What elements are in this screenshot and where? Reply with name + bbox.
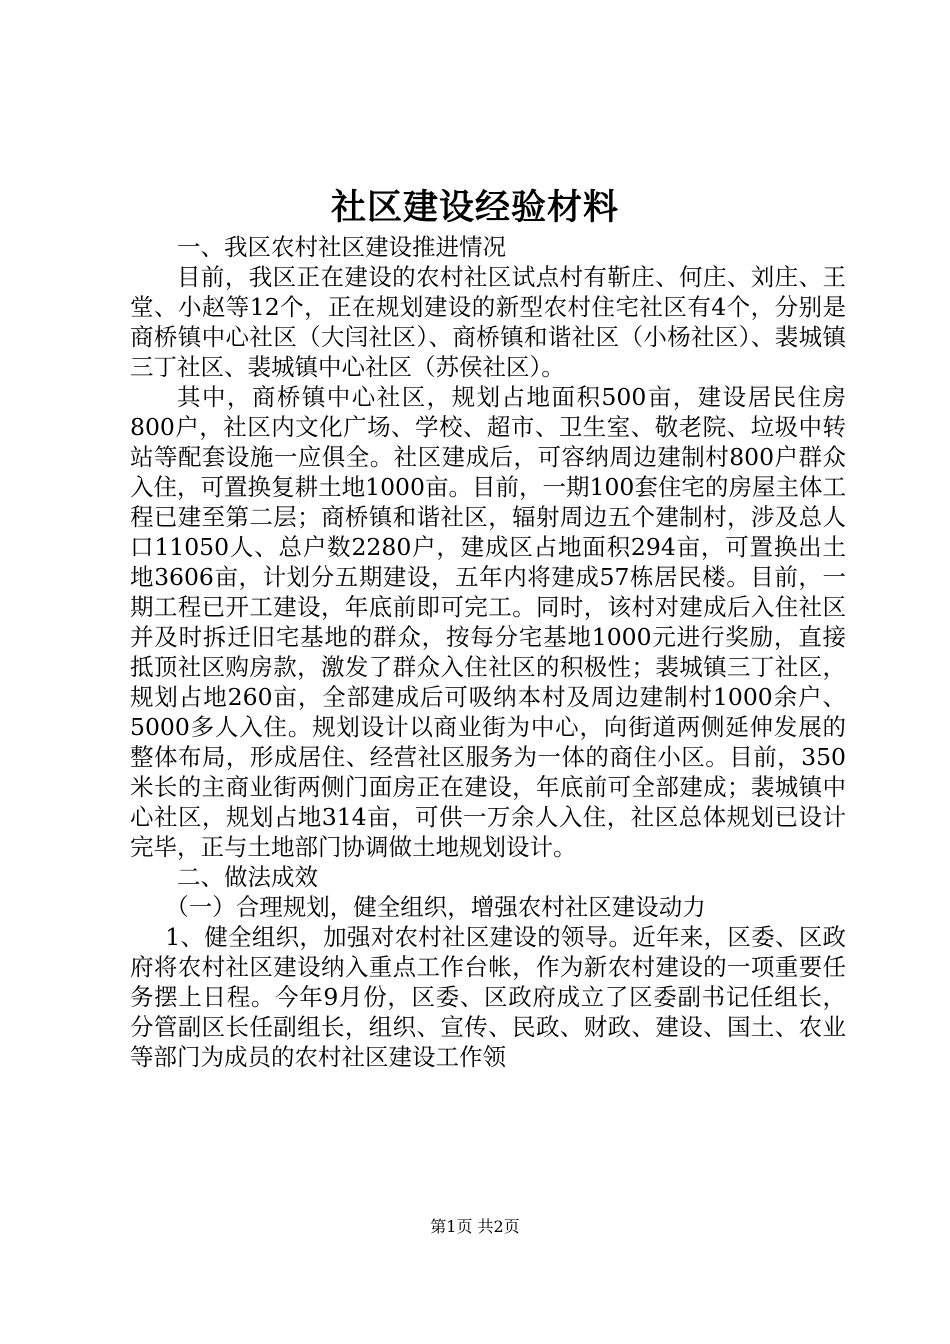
section-heading-2: 二、做法成效: [177, 863, 318, 891]
paragraph-overview: 目前，我区正在建设的农村社区试点村有靳庄、何庄、刘庄、王堂、小赵等12个，正在规划建设的新型农村住宅社区有4个，分别是商桥镇中心社区（大闫社区）、商桥镇和谐社区（小杨社区）、裴城镇三丁社区、裴城镇中心社区（苏侯社区）。: [130, 263, 846, 381]
subsection-heading-1: （一）合理规划，健全组织，增强农村社区建设动力: [165, 893, 706, 921]
paragraph-organization: 1、健全组织，加强对农村社区建设的领导。近年来，区委、区政府将农村社区建设纳入重点工作台帐，作为新农村建设的一项重要任务摆上日程。今年9月份，区委、区政府成立了区委副书记任组长，分管副区长任副组长，组织、宣传、民政、财政、建设、国土、农业等部门为成员的农村社区建设工作领: [130, 923, 846, 1071]
page-footer: 第1页 共2页: [430, 1217, 520, 1236]
document-body: [130, 232, 846, 1072]
document-title: 社区建设经验材料: [330, 187, 619, 228]
section-heading-1: 一、我区农村社区建设推进情况: [177, 233, 506, 261]
paragraph-details: 其中，商桥镇中心社区，规划占地面积500亩，建设居民住房800户，社区内文化广场、学校、超市、卫生室、敬老院、垃圾中转站等配套设施一应俱全。社区建成后，可容纳周边建制村800户群众入住，可置换复耕土地1000亩。目前，一期100套住宅的房屋主体工程已建至第二层；商桥镇和谐社区，辐射周边五个建制村，涉及总人口11050人、总户数2280户，建成区占地面积294亩，可置换出土地3606亩，计划分五期建设，五年内将建成57栋居民楼。目前，一期工程已开工建设，年底前即可完工。同时，该村对建成后入住社区并及时拆迁旧宅基地的群众，按每分宅基地1000元进行奖励，直接抵顶社区购房款，激发了群众入住社区的积极性；裴城镇三丁社区，规划占地260亩，全部建成后可吸纳本村及周边建制村1000余户、5000多人入住。规划设计以商业街为中心，向街道两侧延伸发展的整体布局，形成居住、经营社区服务为一体的商住小区。目前，350米长的主商业街两侧门面房正在建设，年底前可全部建成；裴城镇中心社区，规划占地314亩，可供一万余人入住，社区总体规划已设计完毕，正与土地部门协调做土地规划设计。: [130, 383, 846, 861]
